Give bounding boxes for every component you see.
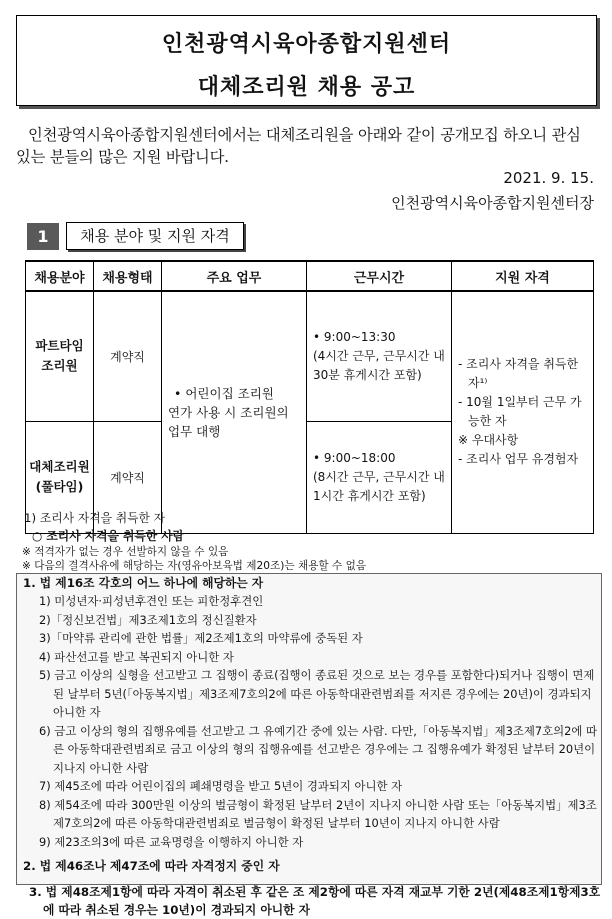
type-cell: 계약직 [94,291,162,421]
title-box [16,15,597,106]
notes [22,510,602,573]
list-item: 5) 금고 이상의 실형을 선고받고 그 집행이 종료(집행이 종료된 것으로 보는 경우를 포함한다)되거나 집행이 면제된 날부터 5년(「아동복지법」제3조제7호의2에 따른 아동학대관련범죄를 저지른 경우에는 20년)이 경과되지 아니한 자 [39,668,595,719]
qualification-item: - 10월 1일부터 근무 가능한 자 [458,395,582,429]
list-item: 9) 제23조의3에 따른 교육명령을 이행하지 아니한 자 [39,834,304,849]
table-row [26,291,594,421]
footnote-detail: ○ 조리사 자격을 취득한 사람 [32,529,185,543]
list-item: 1) 미성년자·피성년후견인 또는 피한정후견인 [39,594,264,608]
list-item: 4) 파산선고를 받고 복권되지 아니한 자 [39,649,234,664]
panel-heading-2: 2. 법 제46조나 제47조에 따라 자격정지 중인 자 [23,859,280,873]
header-duty: 주요 업무 [162,261,307,291]
hours-time: • 9:00~18:00 [313,450,396,465]
type-cell: 계약직 [94,421,162,533]
duty-line: 연가 사용 시 조리원의 업무 대행 [168,404,289,439]
panel-heading-1: 1. 법 제16조 각호의 어느 하나에 해당하는 자 [23,576,264,590]
note-no-candidate: ※ 적격자가 없는 경우 선발하지 않을 수 있음 [22,546,229,558]
list-item: 7) 제45조에 따라 어린이집의 폐쇄명령을 받고 5년이 경과되지 아니한 자 [39,779,403,793]
intro-paragraph: 인천광역시육아종합지원센터에서는 대체조리원을 아래와 같이 공개모집 하오니 관심 있는 분들의 많은 지원 바랍니다. [16,126,581,166]
announcement-date: 2021. 9. 15. [503,169,594,187]
category-cell [26,291,94,421]
list-item: 3)「마약류 관리에 관한 법률」제2조제1호의 마약류에 중독된 자 [39,631,363,645]
qualification-cell [452,291,594,533]
duty-cell [162,291,307,533]
qualification-item: - 조리사 자격을 취득한 자¹⁾ [458,357,579,391]
footnote: 1) 조리사 자격을 취득한 자 [24,511,166,525]
hours-detail: (4시간 근무, 근무시간 내 30분 휴게시간 포함) [313,348,445,382]
header-category: 채용분야 [26,261,94,291]
table-header-row [26,261,594,291]
section-number: 1 [27,223,59,250]
header-type: 채용형태 [94,261,162,291]
disqualification-panel [16,573,602,917]
title-line-1: 인천광역시육아종합지원센터 [161,32,452,57]
category-line: (풀타임) [35,479,84,494]
hours-cell [307,291,452,421]
hours-detail: (8시간 근무, 근무시간 내 1시간 휴게시간 포함) [313,469,445,503]
header-hours: 근무시간 [307,261,452,291]
panel-heading-3: 3. 법 제48조제1항에 따라 자격이 취소된 후 같은 조 제2항에 따른 자격 재교부 기한 2년(제48조제1항제3호에 따라 취소된 경우는 10년)이 경과되지 아니한 자 [29,885,601,917]
title-line-2: 대체조리원 채용 공고 [197,75,416,100]
list-item: 6) 금고 이상의 형의 집행유예를 선고받고 그 유예기간 중에 있는 사람. 다만,「아동복지법」제3조제7호의2에 따른 아동학대관련범죄로 금고 이상의 형의 집행유예를 선고받은 경우에는 그 집행유예가 확정된 날부터 20년이 지나지 아니한 사람 [39,723,598,775]
issuer-name: 인천광역시육아종합지원센터장 [391,194,594,212]
section-title: 채용 분야 및 지원 자격 [66,222,244,250]
category-line: 파트타임 [35,338,84,354]
category-line: 조리원 [41,358,78,374]
duty-line: • 어린이집 조리원 [174,385,274,401]
recruitment-table [25,260,594,534]
list-item: 2)「정신보건법」제3조제1호의 정신질환자 [39,612,257,627]
qualification-item: ※ 우대사항 [458,433,519,448]
category-line: 대체조리원 [29,459,90,474]
list-item: 8) 제54조에 따라 300만원 이상의 벌금형이 확정된 날부터 2년이 지나지 아니한 사람 또는「아동복지법」제3조제7호의2에 따른 아동학대관련범죄로 벌금형이 확정된 날부터 10년이 지나지 아니한 사람 [39,797,597,830]
note-disqualification: ※ 다음의 결격사유에 해당하는 자(영유아보육법 제20조)는 채용할 수 없음 [22,560,367,572]
header-qualification: 지원 자격 [452,261,594,291]
hours-time: • 9:00~13:30 [313,329,396,344]
qualification-item: - 조리사 업무 유경험자 [458,452,579,467]
